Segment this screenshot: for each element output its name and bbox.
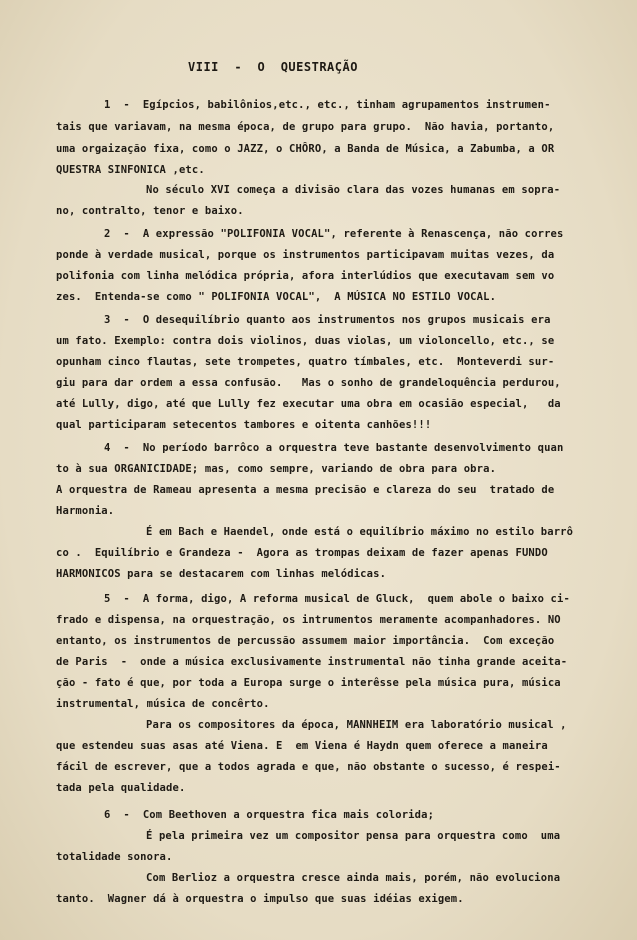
- text-line: de Paris - onde a música exclusivamente instrumental não tinha grande aceita-: [56, 656, 568, 668]
- text-line: tada pela qualidade.: [56, 782, 186, 794]
- text-line: zes. Entenda-se como " POLIFONIA VOCAL", A MÚSICA NO ESTILO VOCAL.: [56, 291, 497, 303]
- text-line: 6 - Com Beethoven a orquestra fica mais colorida;: [104, 809, 435, 821]
- text-line: QUESTRA SINFONICA ,etc.: [56, 164, 205, 176]
- text-line: 3 - O desequilíbrio quanto aos instrumentos nos grupos musicais era: [104, 314, 551, 326]
- text-line: instrumental, música de concêrto.: [56, 698, 270, 710]
- text-line: co . Equilíbrio e Grandeza - Agora as trompas deixam de fazer apenas FUNDO: [56, 547, 548, 559]
- text-line: É em Bach e Haendel, onde está o equilíbrio máximo no estilo barrô: [146, 526, 574, 538]
- text-line: No século XVI começa a divisão clara das vozes humanas em sopra-: [146, 184, 561, 196]
- text-line: HARMONICOS para se destacarem com linhas melódicas.: [56, 568, 387, 580]
- text-line: polifonia com linha melódica própria, afora interlúdios que executavam sem vo: [56, 270, 555, 282]
- text-line: to à sua ORGANICIDADE; mas, como sempre, variando de obra para obra.: [56, 463, 497, 475]
- text-line: 2 - A expressão "POLIFONIA VOCAL", referente à Renascença, não corres: [104, 228, 564, 240]
- text-line: Com Berlioz a orquestra cresce ainda mais, porém, não evoluciona: [146, 872, 561, 884]
- text-line: ção - fato é que, por toda a Europa surge o interêsse pela música pura, música: [56, 677, 561, 689]
- text-line: 1 - Egípcios, babilônios,etc., etc., tinham agrupamentos instrumen-: [104, 99, 551, 111]
- text-line: uma orgaização fixa, como o JAZZ, o CHÔRO, a Banda de Música, a Zabumba, a OR: [56, 143, 555, 155]
- text-line: tanto. Wagner dá à orquestra o impulso que suas idéias exigem.: [56, 893, 464, 905]
- text-line: totalidade sonora.: [56, 851, 173, 863]
- text-line: até Lully, digo, até que Lully fez executar uma obra em ocasião especial, da: [56, 398, 561, 410]
- text-line: opunham cinco flautas, sete trompetes, quatro tímbales, etc. Monteverdi sur-: [56, 356, 555, 368]
- text-line: fácil de escrever, que a todos agrada e que, não obstante o sucesso, é respei-: [56, 761, 561, 773]
- text-line: qual participaram setecentos tambores e oitenta canhões!!!: [56, 419, 432, 431]
- text-line: A orquestra de Rameau apresenta a mesma precisão e clareza do seu tratado de: [56, 484, 555, 496]
- text-line: ponde à verdade musical, porque os instrumentos participavam muitas vezes, da: [56, 249, 555, 261]
- text-line: entanto, os instrumentos de percussão assumem maior importância. Com exceção: [56, 635, 555, 647]
- text-line: no, contralto, tenor e baixo.: [56, 205, 244, 217]
- page-title: VIII - O QUESTRAÇÃO: [188, 60, 358, 74]
- text-line: Harmonia.: [56, 505, 115, 517]
- text-line: que estendeu suas asas até Viena. E em Viena é Haydn quem oferece a maneira: [56, 740, 548, 752]
- text-line: tais que variavam, na mesma época, de grupo para grupo. Não havia, portanto,: [56, 121, 555, 133]
- text-line: frado e dispensa, na orquestração, os intrumentos meramente acompanhadores. NO: [56, 614, 561, 626]
- text-line: um fato. Exemplo: contra dois violinos, duas violas, um violoncello, etc., se: [56, 335, 555, 347]
- text-line: É pela primeira vez um compositor pensa para orquestra como uma: [146, 830, 561, 842]
- text-line: giu para dar ordem a essa confusão. Mas o sonho de grandeloquência perdurou,: [56, 377, 561, 389]
- text-line: 5 - A forma, digo, A reforma musical de Gluck, quem abole o baixo ci-: [104, 593, 570, 605]
- text-line: Para os compositores da época, MANNHEIM era laboratório musical ,: [146, 719, 567, 731]
- text-line: 4 - No período barrôco a orquestra teve bastante desenvolvimento quan: [104, 442, 564, 454]
